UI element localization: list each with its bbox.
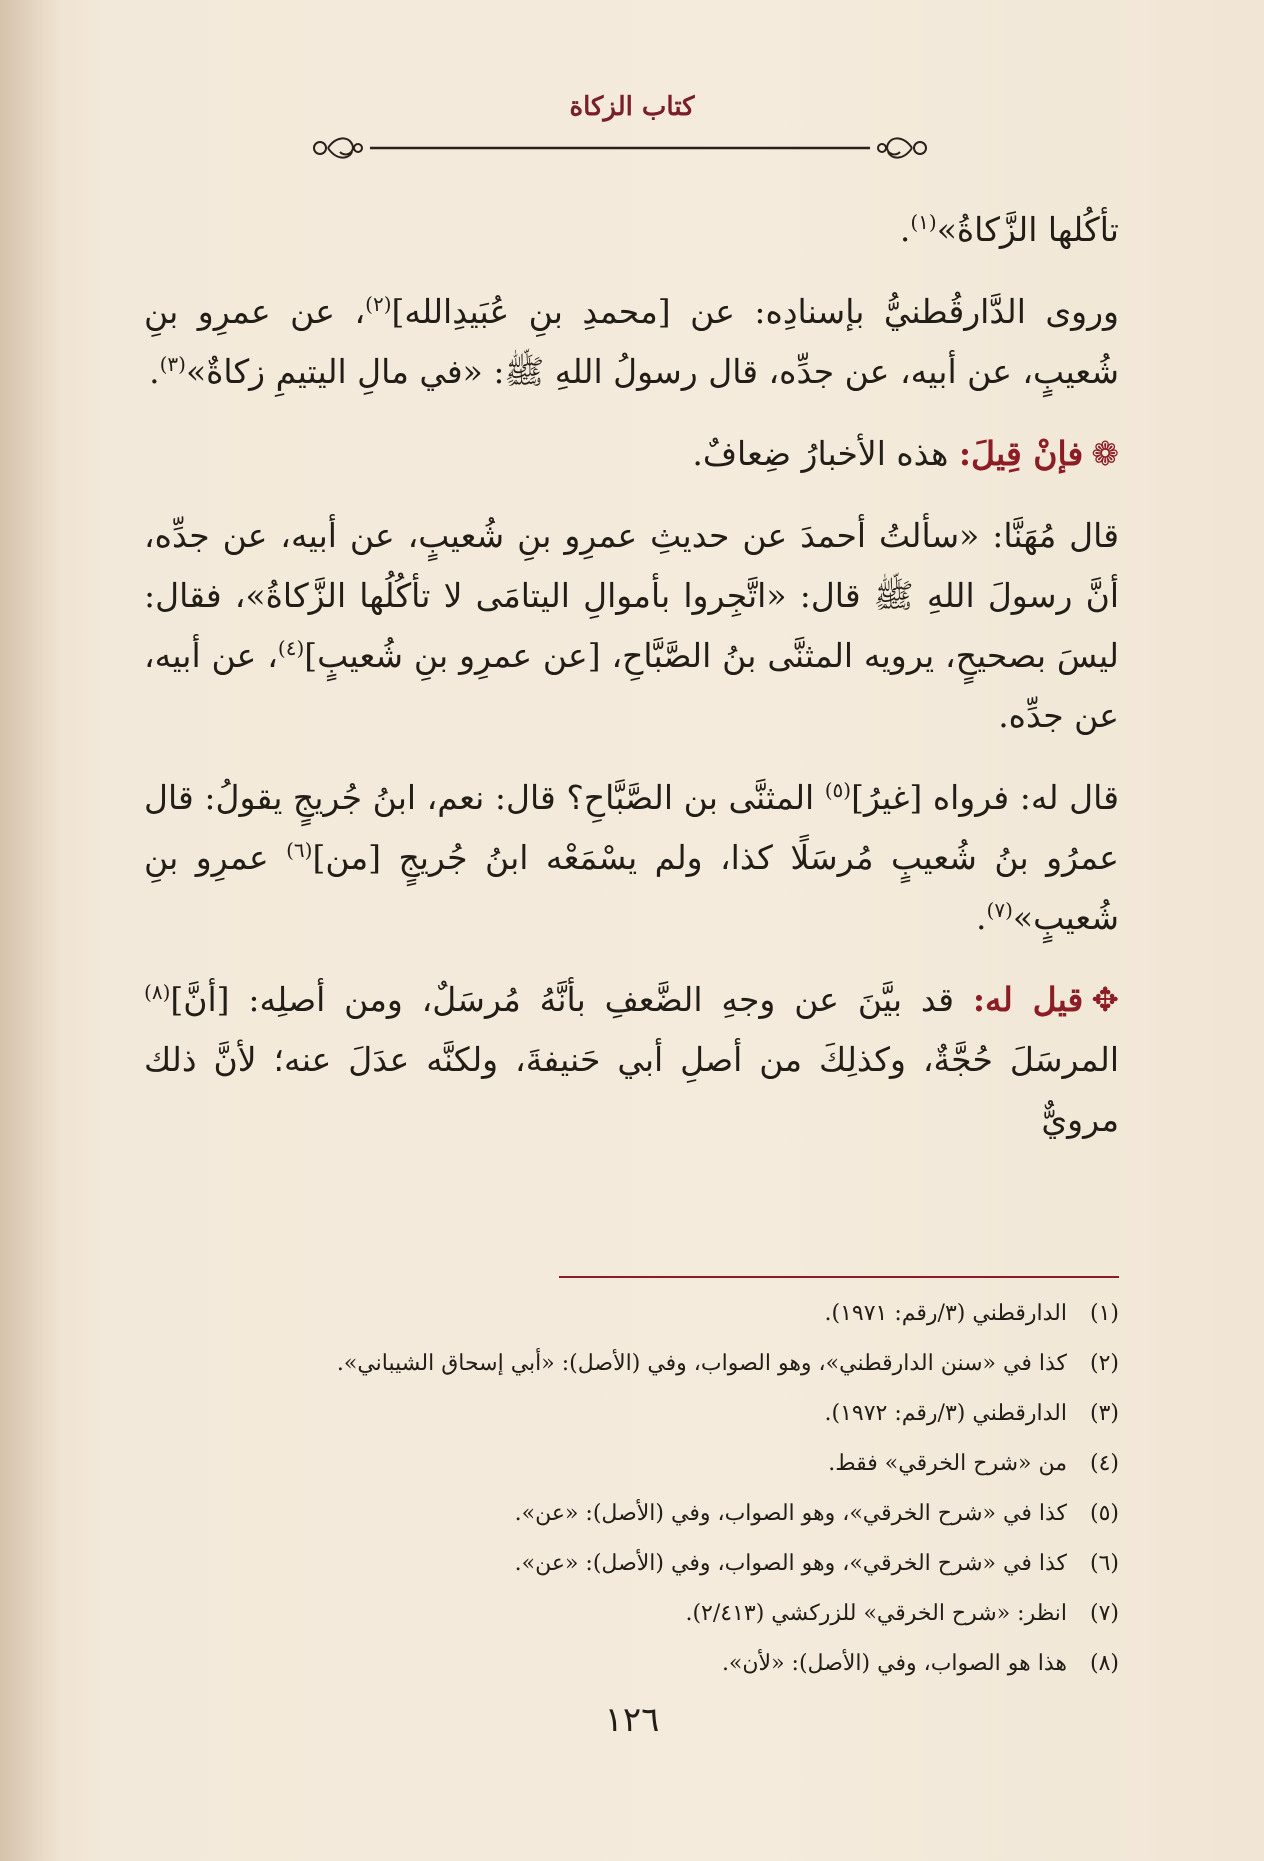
running-head: كتاب الزكاة — [569, 92, 695, 122]
footnote — [144, 1546, 1119, 1582]
paragraph-5 — [144, 768, 1119, 948]
footnote — [144, 1596, 1119, 1632]
paragraph-6 — [144, 970, 1119, 1150]
footnote-ref-1[interactable]: (١) — [910, 210, 937, 234]
p1-text: تأكُلها الزَّكاةُ» — [936, 210, 1119, 249]
objection-marker: فإنْ قِيلَ: — [958, 434, 1084, 473]
footnote-text: الدارقطني (٣/رقم: ١٩٧٢). — [824, 1401, 1067, 1426]
footnote-number: (١) — [1089, 1301, 1119, 1326]
footnote-number: (٥) — [1089, 1501, 1119, 1526]
footnote-number: (٤) — [1089, 1451, 1119, 1476]
footnote — [144, 1496, 1119, 1532]
reply-marker: قيل له: — [972, 980, 1084, 1019]
paragraph-3 — [144, 424, 1119, 484]
footnote — [144, 1396, 1119, 1432]
footnote-number: (٧) — [1089, 1601, 1119, 1626]
page-number: ١٢٦ — [604, 1700, 660, 1740]
p5-end: . — [976, 898, 987, 937]
footnote-text: كذا في «سنن الدارقطني»، وهو الصواب، وفي (الأصل): «أبي إسحاق الشيباني». — [336, 1351, 1067, 1376]
footnote-text: كذا في «شرح الخرقي»، وهو الصواب، وفي (الأصل): «عن». — [514, 1551, 1067, 1576]
p1-end: . — [899, 210, 911, 249]
p3-text: هذه الأخبارُ ضِعافٌ. — [692, 434, 949, 473]
p2-end: . — [149, 352, 160, 391]
footnote-ref-8[interactable]: (٨) — [144, 980, 171, 1004]
footnote-ref-2[interactable]: (٢) — [365, 292, 392, 316]
flower-ornament-icon: ✥ — [1091, 980, 1119, 1019]
p4-text-a: قال مُهَنَّا: «سألتُ أحمدَ عن حديثِ عمرِو بنِ شُعيبٍ، عن أبيه، عن جدِّه، أنَّ رسولَ اللهِ ﷺ قال: «اتَّجِروا بأموالِ اليتامَى لا تأكُلُها الزَّكاةُ»، فقال: ليسَ بصحيحٍ، يرويه المثنَّى بنُ الصَّبَّاحِ، [عن عمرِو بنِ شُعيبٍ] — [144, 516, 1119, 675]
footnote-number: (٨) — [1089, 1651, 1119, 1676]
footnote-text: كذا في «شرح الخرقي»، وهو الصواب، وفي (الأصل): «عن». — [514, 1501, 1067, 1526]
footnote-number: (٦) — [1089, 1551, 1119, 1576]
p2-text-a: وروى الدَّارقُطنيُّ بإسنادِه: عن [محمدِ بنِ عُبَيدِالله] — [391, 292, 1119, 331]
footnote-divider — [559, 1276, 1119, 1278]
footnote — [144, 1346, 1119, 1382]
p6-text-b: المرسَلَ حُجَّةٌ، وكذلِكَ من أصلِ أبي حَنيفةَ، ولكنَّه عدَلَ عنه؛ لأنَّ ذلك مرويٌّ — [144, 1040, 1119, 1139]
footnote-text: انظر: «شرح الخرقي» للزركشي (٢/٤١٣). — [685, 1601, 1067, 1626]
footnote-number: (٢) — [1089, 1351, 1119, 1376]
p4-text-b: ، عن أبيه، عن جدِّه. — [144, 636, 1119, 735]
footnote-text: هذا هو الصواب، وفي (الأصل): «لأن». — [721, 1651, 1067, 1676]
footnote — [144, 1646, 1119, 1682]
footnote-number: (٣) — [1089, 1401, 1119, 1426]
footnote-text: من «شرح الخرقي» فقط. — [828, 1451, 1067, 1476]
p5-text-c: عمرِو بنِ شُعيبٍ» — [144, 838, 1119, 937]
main-text — [144, 200, 1119, 1172]
paragraph-1 — [144, 200, 1119, 260]
footnote-ref-5[interactable]: (٥) — [824, 778, 852, 802]
footnote-ref-6[interactable]: (٦) — [286, 838, 313, 862]
footnote-ref-3[interactable]: (٣) — [159, 352, 186, 376]
flower-ornament-icon: ❁ — [1091, 434, 1119, 473]
footnote-ref-7[interactable]: (٧) — [986, 898, 1013, 922]
footnotes — [144, 1296, 1119, 1696]
p6-text-a: قد بيَّنَ عن وجهِ الضَّعفِ بأنَّهُ مُرسَلٌ، ومن أصلِه: [أنَّ] — [170, 980, 955, 1019]
footnote-text: الدارقطني (٣/رقم: ١٩٧١). — [824, 1301, 1067, 1326]
header-ornament-icon — [300, 128, 940, 168]
p5-text-a: قال له: فرواه [غيرُ] — [851, 778, 1119, 817]
paragraph-2 — [144, 282, 1119, 402]
spine-shadow — [0, 0, 60, 1861]
paragraph-4 — [144, 506, 1119, 746]
footnote-ref-4[interactable]: (٤) — [277, 636, 305, 660]
p5-text-b: المثنَّى بن الصَّبَّاحِ؟ قال: نعم، ابنُ جُريجٍ يقولُ: قال عمرُو بنُ شُعيبٍ مُرسَلًا كذا، ولم يسْمَعْه ابنُ جُريجٍ [من] — [144, 778, 1119, 877]
footnote — [144, 1296, 1119, 1332]
p2-text-b: ، عن عمرِو بنِ شُعيبٍ، عن أبيه، عن جدِّه، قال رسولُ اللهِ ﷺ: «في مالِ اليتيمِ زكاةٌ» — [144, 292, 1119, 391]
footnote — [144, 1446, 1119, 1482]
